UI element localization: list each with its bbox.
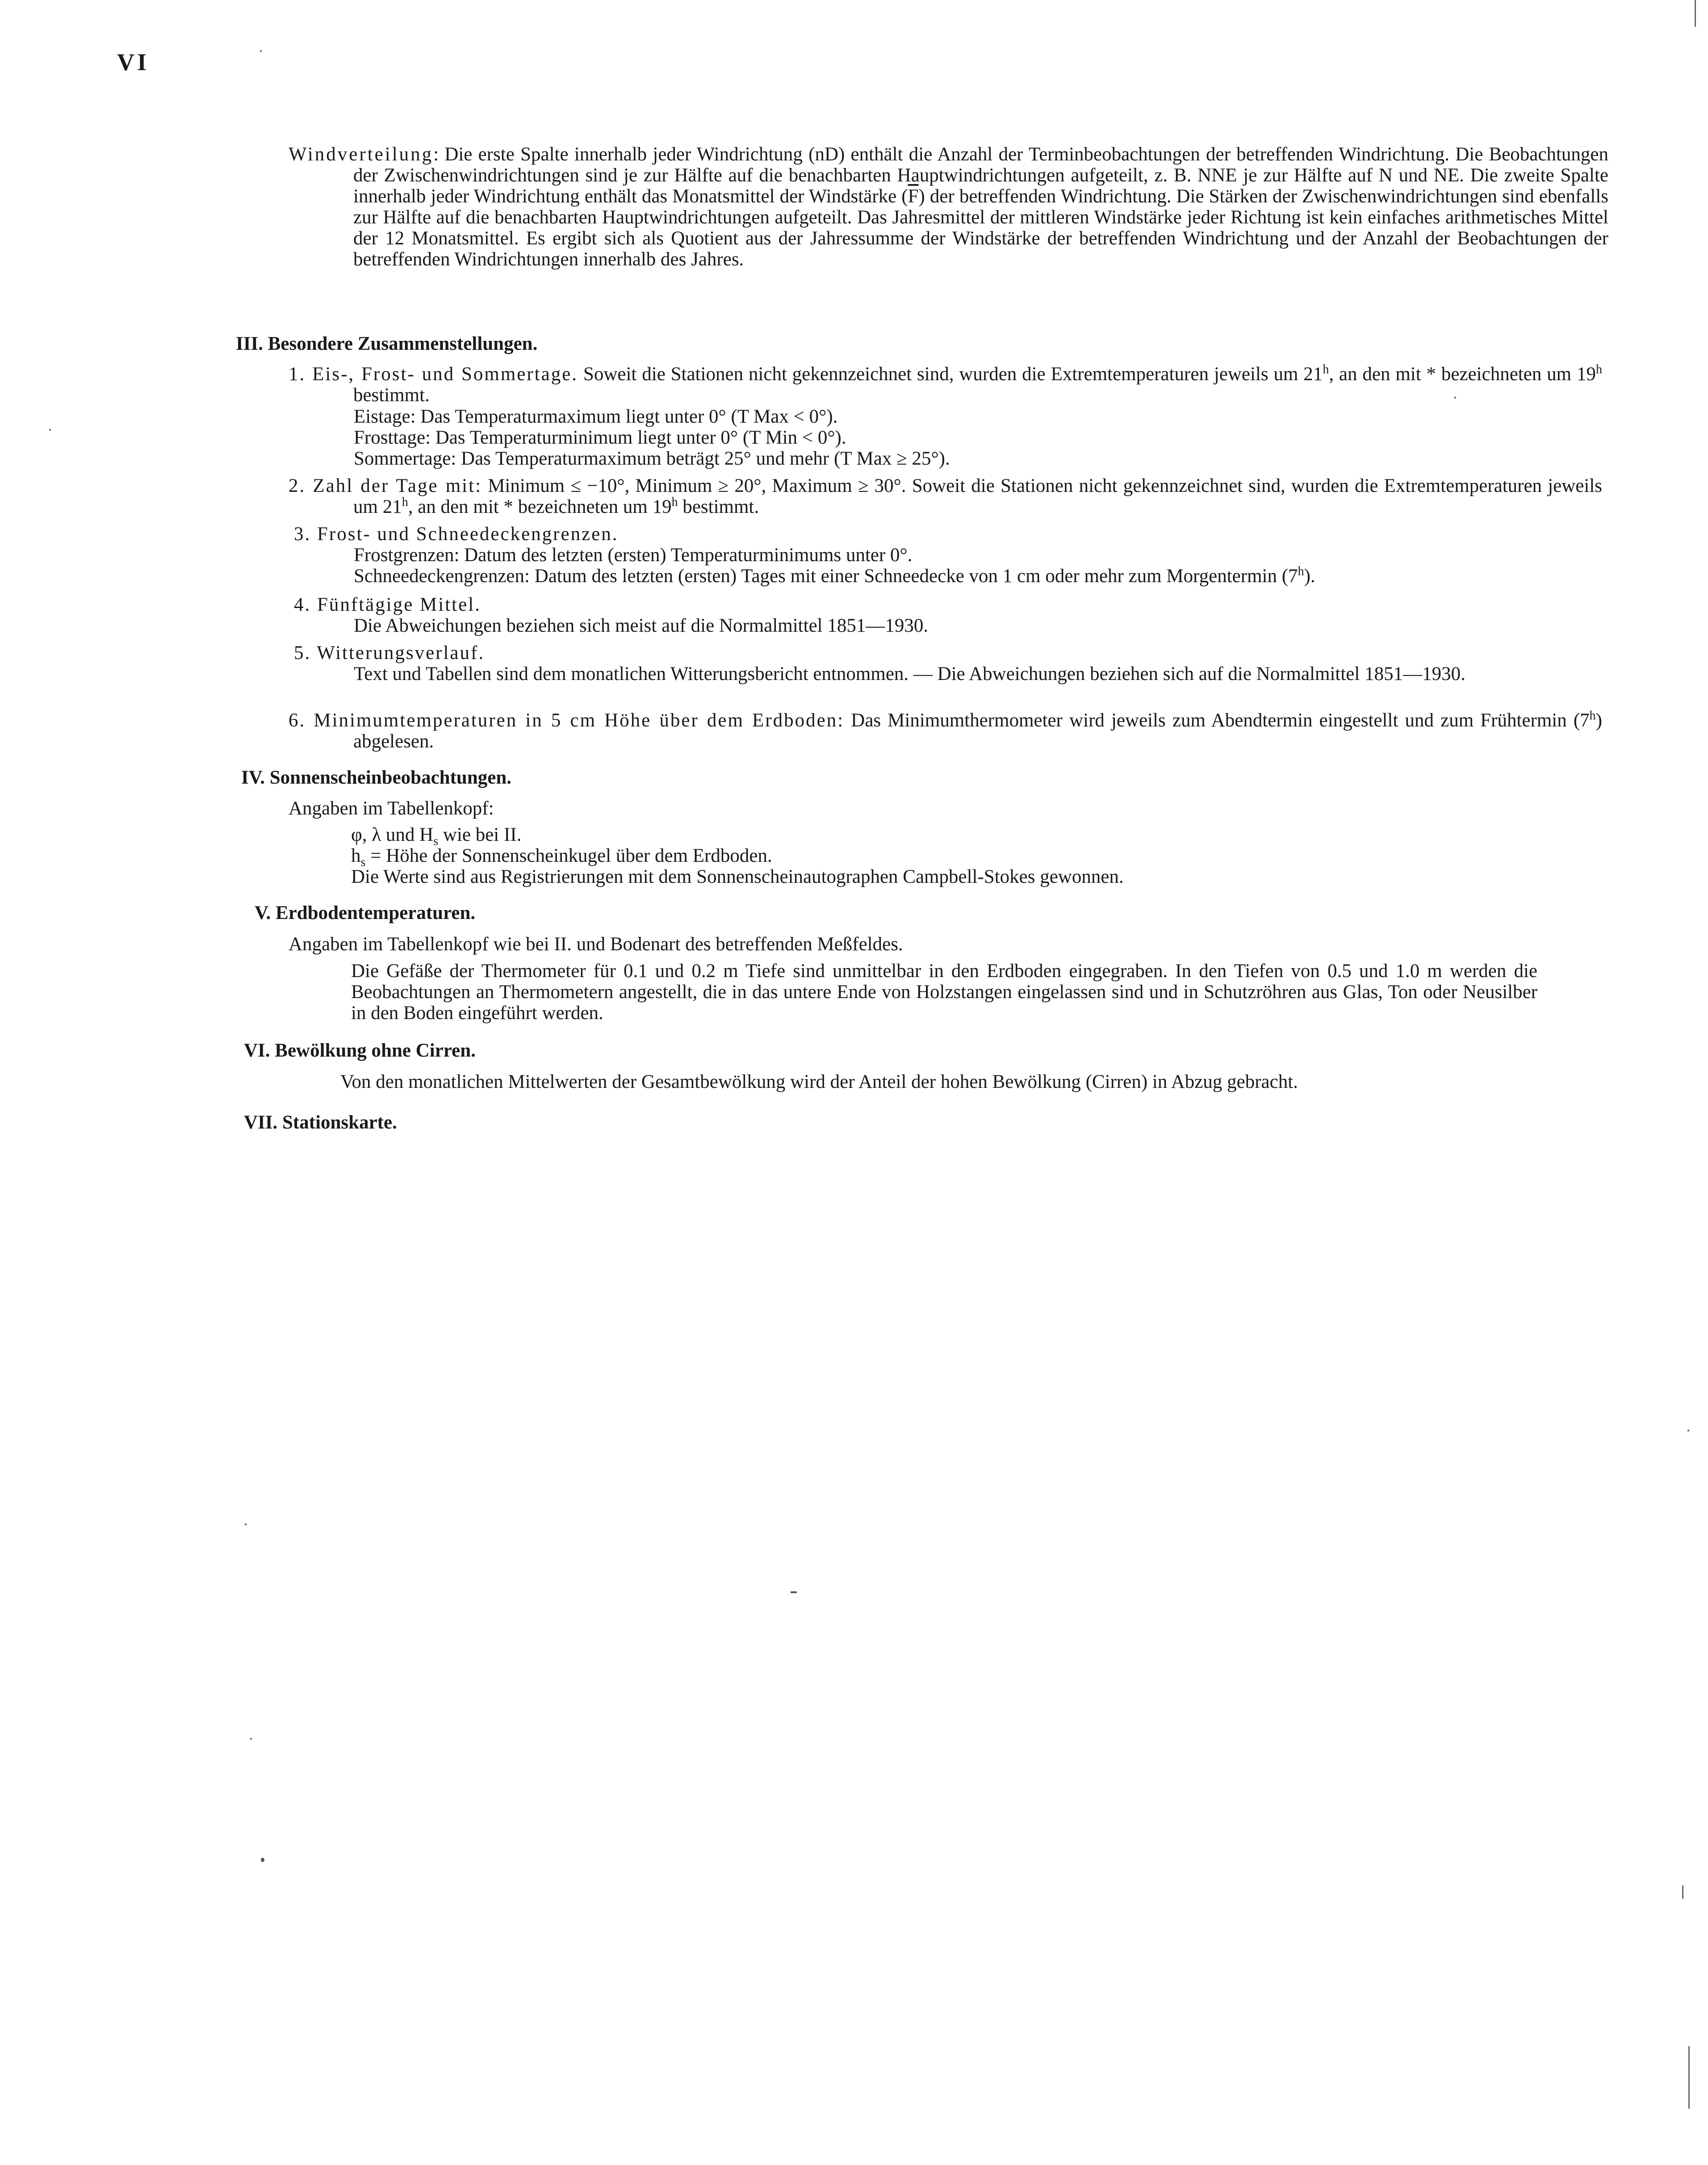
section-4-intro: Angaben im Tabellenkopf: <box>289 798 494 819</box>
page-number: VI <box>117 49 150 76</box>
item-5-label: 5. Witterungsverlauf. <box>294 642 485 663</box>
scan-speck <box>1687 1430 1689 1431</box>
frostgrenzen-line: Frostgrenzen: Datum des letzten (ersten) Temperaturminimums unter 0°. <box>354 545 913 566</box>
item-4-label: 4. Fünftägige Mittel. <box>294 594 481 615</box>
item-2-sup-2: h <box>671 495 678 509</box>
wind-distribution-paragraph <box>289 144 1608 270</box>
item-3-label: 3. Frost- und Schneedeckengrenzen. <box>294 524 619 545</box>
hs-definition: = Höhe der Sonnenscheinkugel über dem Erdboden. <box>365 845 772 866</box>
eistage-line: Eistage: Das Temperaturmaximum liegt unter 0° (T Max < 0°). <box>354 406 838 427</box>
item-2-label: 2. Zahl der Tage mit: <box>289 475 482 496</box>
item-1-text-a: Soweit die Stationen nicht gekennzeichnet sind, wurden die Extremtemperaturen jeweils um 21 <box>578 364 1323 385</box>
item-1-label: 1. Eis-, Frost- und Sommertage. <box>289 364 578 385</box>
schneedecke-text-b: ). <box>1304 566 1315 587</box>
hs-sub-2: s <box>360 855 366 869</box>
scan-speck <box>1454 397 1456 399</box>
section-5-text: Die Gefäße der Thermometer für 0.1 und 0.2 m Tiefe sind unmittelbar in den Erdboden eingegraben. In den Tiefen von 0.5 und 1.0 m werden die Beobachtungen an Thermometern angestellt, die in das untere Ende von Holzstangen eingelassen sind und in Schutzröhren aus Glas, Ton oder Neusilber in den Boden eingeführt werden. <box>351 961 1537 1024</box>
section-5-intro: Angaben im Tabellenkopf wie bei II. und Bodenart des betreffenden Meßfeldes. <box>289 934 903 955</box>
scan-speck <box>250 1738 252 1740</box>
item-2-paragraph <box>289 475 1602 517</box>
scan-speck <box>245 1523 247 1525</box>
item-2-sup-1: h <box>402 495 408 509</box>
phi-lambda-text-b: wie bei II. <box>438 824 522 845</box>
wind-distribution-text-2: ) der betreffenden Windrichtung. Die Stärken der Zwischenwindrichtungen sind ebenfalls zur Hälfte auf die benachbarten Hauptwindrichtungen aufgeteilt. Das Jahresmittel der mittleren Windstärke jeder Richtung ist kein einfaches arithmetisches Mittel der 12 Monatsmittel. Es ergibt sich als Quotient aus der Jahressumme der Windstärke der betreffenden Windrichtung und der Anzahl der Beobachtungen der betreffenden Windrichtungen innerhalb des Jahres. <box>353 186 1609 270</box>
phi-lambda-text: φ, λ und H <box>351 824 434 845</box>
scan-speck <box>791 1591 797 1593</box>
item-1-sup-2: h <box>1596 362 1602 377</box>
item-6-text-b: ) abgelesen. <box>353 710 1602 752</box>
item-2-text-a: Minimum ≤ −10°, Minimum ≥ 20°, Maximum ≥ 30°. Soweit die Stationen nicht gekennzeichnet sind, wurden die Extremtemperaturen jeweils um 21 <box>353 475 1602 517</box>
section-4-line-1 <box>351 824 522 848</box>
item-1-sup-1: h <box>1323 362 1329 377</box>
section-7-heading: VII. Stationskarte. <box>244 1112 397 1133</box>
schneedecke-text-a: Schneedeckengrenzen: Datum des letzten (ersten) Tages mit einer Schneedecke von 1 cm oder mehr zum Morgentermin (7 <box>354 566 1298 587</box>
schneedeckengrenzen-line <box>354 566 1315 587</box>
item-2-text-b: , an den mit * bezeichneten um 19 <box>408 496 672 517</box>
item-1-text-b: , an den mit * bezeichneten um 19 <box>1329 364 1596 385</box>
section-6-heading: VI. Bewölkung ohne Cirren. <box>244 1040 476 1061</box>
item-1-text-c: bestimmt. <box>353 385 430 406</box>
margin-mark <box>1682 1885 1683 1899</box>
item-1-paragraph <box>289 364 1602 406</box>
wind-strength-symbol: $\overline{F}$ <box>908 186 919 207</box>
section-5-heading: V. Erdbodentemperaturen. <box>255 902 476 923</box>
section-6-text: Von den monatlichen Mittelwerten der Gesamtbewölkung wird der Anteil der hohen Bewölkung (Cirren) in Abzug gebracht. <box>340 1071 1298 1092</box>
margin-mark <box>1688 2046 1690 2109</box>
item-6-sup: h <box>1589 709 1596 723</box>
schneedecke-sup: h <box>1298 564 1304 579</box>
wind-distribution-text: Die erste Spalte innerhalb jeder Windrichtung (nD) enthält die Anzahl der Terminbeobachtungen der betreffenden Windrichtung. Die Beobachtungen der Zwischenwindrichtungen sind je zur Hälfte auf die benachbarten Hauptwindrichtungen aufgeteilt, z. B. NNE je zur Hälfte auf N und NE. Die zweite Spalte innerhalb jeder Windrichtung enthält das Monatsmittel der Windstärke ( <box>353 144 1608 207</box>
item-2-text-c: bestimmt. <box>678 496 759 517</box>
item-6-label: 6. Minimumtemperaturen in 5 cm Höhe über dem Erdboden: <box>289 710 845 731</box>
item-6-paragraph <box>289 710 1602 752</box>
section-4-line-3: Die Werte sind aus Registrierungen mit dem Sonnenscheinautographen Campbell-Stokes gewonnen. <box>351 866 1124 887</box>
section-4-line-2 <box>351 845 772 869</box>
scan-speck <box>260 50 262 52</box>
margin-mark <box>1695 0 1696 27</box>
item-5-text: Text und Tabellen sind dem monatlichen Witterungsbericht entnommen. — Die Abweichungen beziehen sich auf die Normalmittel 1851—1930. <box>354 663 1465 684</box>
hs-text: h <box>351 845 361 866</box>
section-4-heading: IV. Sonnenscheinbeobachtungen. <box>241 767 511 788</box>
scan-speck <box>261 1858 264 1862</box>
item-6-text-a: Das Minimumthermometer wird jeweils zum Abendtermin eingestellt und zum Frühtermin (7 <box>844 710 1590 731</box>
frosttage-line: Frosttage: Das Temperaturminimum liegt unter 0° (T Min < 0°). <box>354 427 846 448</box>
sommertage-line: Sommertage: Das Temperaturmaximum beträgt 25° und mehr (T Max ≥ 25°). <box>354 448 950 469</box>
hs-subscript: s <box>433 834 439 848</box>
item-4-text: Die Abweichungen beziehen sich meist auf die Normalmittel 1851—1930. <box>354 615 929 636</box>
section-3-heading: III. Besondere Zusammenstellungen. <box>236 333 538 354</box>
wind-distribution-term: Windverteilung <box>289 144 434 165</box>
scan-speck <box>49 429 51 431</box>
wind-term-separator: : <box>433 144 445 165</box>
